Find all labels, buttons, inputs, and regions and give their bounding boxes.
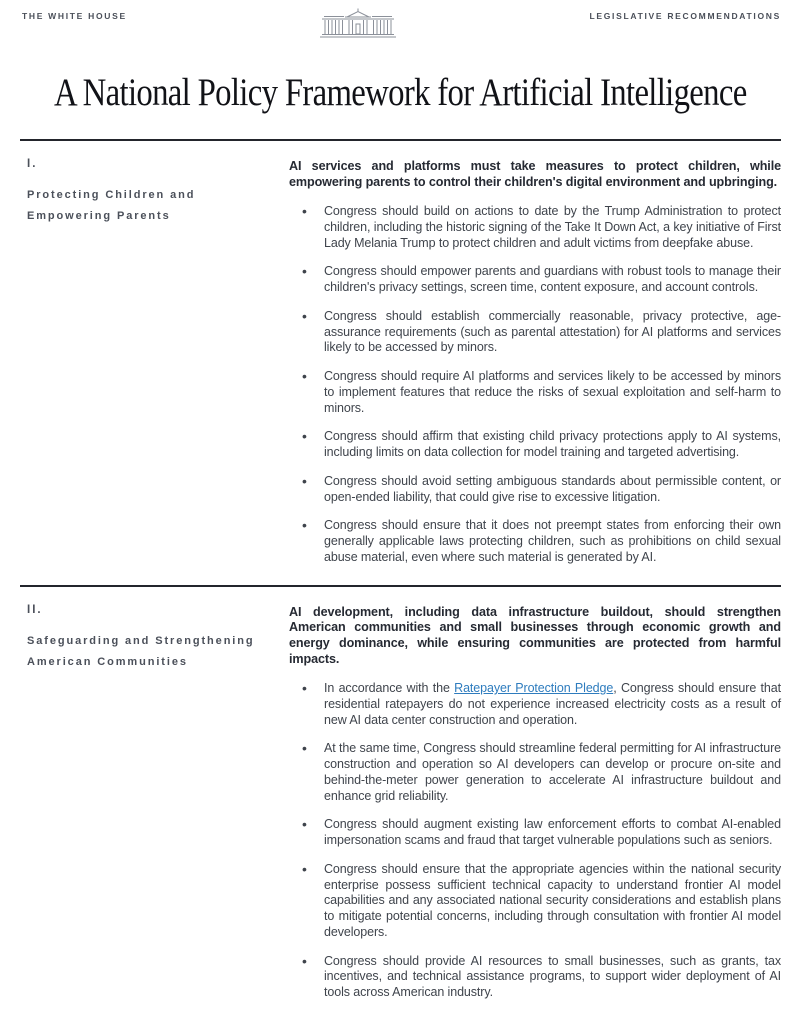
header-right-label: LEGISLATIVE RECOMMENDATIONS — [589, 11, 781, 21]
ratepayer-protection-pledge-link[interactable]: Ratepayer Protection Pledge — [454, 681, 614, 696]
section-safeguarding-communities — [0, 587, 801, 1020]
bullet-item: • Congress should establish commercially reasonable, privacy protective, age-assurance requirements (such as parental attestation) for AI platforms and services likely to be accessed by minors. — [289, 309, 781, 356]
page-header — [0, 0, 801, 40]
bullet-text-prefix: In accordance with the — [324, 681, 455, 696]
header-left-label: THE WHITE HOUSE — [22, 11, 127, 21]
bullet-list — [289, 204, 781, 566]
section-protecting-children — [0, 141, 801, 585]
bullet-item: • Congress should build on actions to date by the Trump Administration to protect children, including the historic signing of the Take It Down Act, a key initiative of First Lady Melania Trump to protect children and adult victims from deepfake abuse. — [289, 204, 781, 251]
bullet-item: • Congress should provide AI resources to small businesses, such as grants, tax incentives, and technical assistance programs, to support wider deployment of AI tools across American industry. — [289, 954, 781, 1001]
page-title: A National Policy Framework for Artificial Intelligence — [54, 70, 747, 114]
white-house-icon — [319, 8, 397, 38]
section-heading: Protecting Children and Empowering Parents — [27, 189, 196, 223]
bullet-item: • At the same time, Congress should streamline federal permitting for AI infrastructure construction and operation so AI developers can develop or procure on-site and behind-the-meter power generation to accelerate AI infrastructure buildout and enhance grid reliability. — [289, 741, 781, 804]
bullet-item: • Congress should augment existing law enforcement efforts to combat AI-enabled impersonation scams and fraud that target vulnerable populations such as seniors. — [289, 817, 781, 849]
bullet-item-with-link — [289, 681, 781, 728]
bullet-list — [289, 681, 781, 1001]
bullet-item: • Congress should affirm that existing child privacy protections apply to AI systems, including limits on data collection for model training and targeted advertising. — [289, 429, 781, 461]
bullet-item: • Congress should empower parents and guardians with robust tools to manage their children's privacy settings, screen time, content exposure, and account controls. — [289, 264, 781, 296]
bullet-item: • Congress should ensure that the appropriate agencies within the national security enterprise possess sufficient technical capacity to understand frontier AI model capabilities and any associated national security considerations and establish plans to mitigate potential concerns, including through consultation with frontier AI model developers. — [289, 862, 781, 941]
section-heading: Safeguarding and Strengthening American Communities — [27, 634, 255, 669]
section-intro: AI services and platforms must take measures to protect children, while empowering parents to control their children's digital environment and upbringing. — [289, 159, 781, 189]
bullet-text-suffix: , Congress should ensure that residential ratepayers do not experience increased electricity costs as a result of new AI data center construction and operation. — [324, 681, 782, 727]
bullet-item: • Congress should require AI platforms and services likely to be accessed by minors to implement features that reduce the risks of sexual exploitation and self-harm to minors. — [289, 369, 781, 416]
bullet-item: • Congress should avoid setting ambiguous standards about permissible content, or open-ended liability, that could give rise to excessive litigation. — [289, 474, 781, 506]
section-numeral: I. — [27, 158, 38, 170]
section-numeral: II. — [27, 603, 43, 616]
section-intro: AI development, including data infrastructure buildout, should strengthen American communities and small businesses through economic growth and energy dominance, while ensuring communities are protected from harmful impacts. — [289, 604, 781, 666]
bullet-item: • Congress should ensure that it does not preempt states from enforcing their own generally applicable laws protecting children, such as prohibitions on child sexual abuse material, even where such material is generated by AI. — [289, 518, 781, 565]
